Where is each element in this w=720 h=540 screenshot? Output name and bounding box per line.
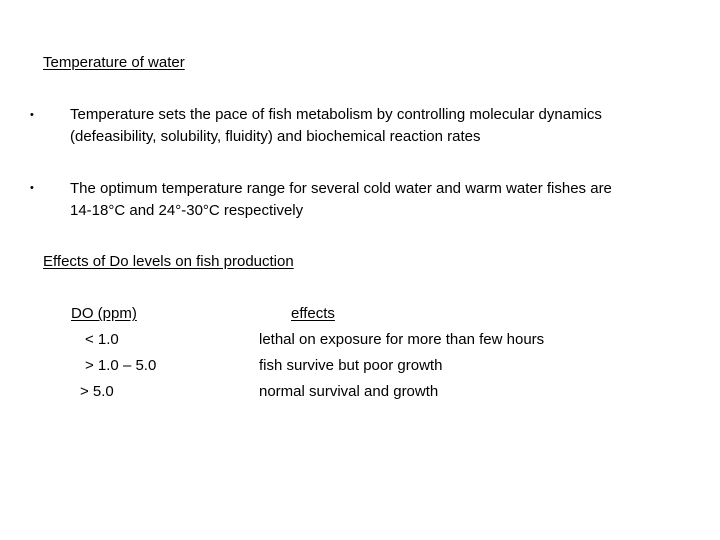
- table-cell-do: < 1.0: [85, 331, 119, 348]
- bullet-line: The optimum temperature range for several cold water and warm water fishes are: [70, 180, 612, 197]
- bullet-line: Temperature sets the pace of fish metabolism by controlling molecular dynamics: [70, 106, 602, 123]
- section-heading-temperature: Temperature of water: [43, 54, 185, 71]
- table-cell-effect: fish survive but poor growth: [259, 357, 443, 374]
- table-cell-do: > 5.0: [80, 383, 114, 400]
- bullet-marker: •: [30, 109, 34, 121]
- table-cell-do: > 1.0 – 5.0: [85, 357, 157, 374]
- bullet-line: 14-18°C and 24°-30°C respectively: [70, 202, 304, 219]
- table-cell-effect: normal survival and growth: [259, 383, 439, 400]
- bullet-marker: •: [30, 182, 34, 194]
- table-cell-effect: lethal on exposure for more than few hours: [259, 331, 545, 348]
- bullet-line: (defeasibility, solubility, fluidity) and biochemical reaction rates: [70, 128, 481, 145]
- bullet-paragraph-optimum-temperature: [70, 178, 674, 222]
- table-header-effects: effects: [291, 305, 335, 322]
- bullet-paragraph-metabolism: [70, 104, 674, 148]
- table-header-do-ppm: DO (ppm): [71, 305, 137, 322]
- section-heading-do-effects: Effects of Do levels on fish production: [43, 253, 294, 270]
